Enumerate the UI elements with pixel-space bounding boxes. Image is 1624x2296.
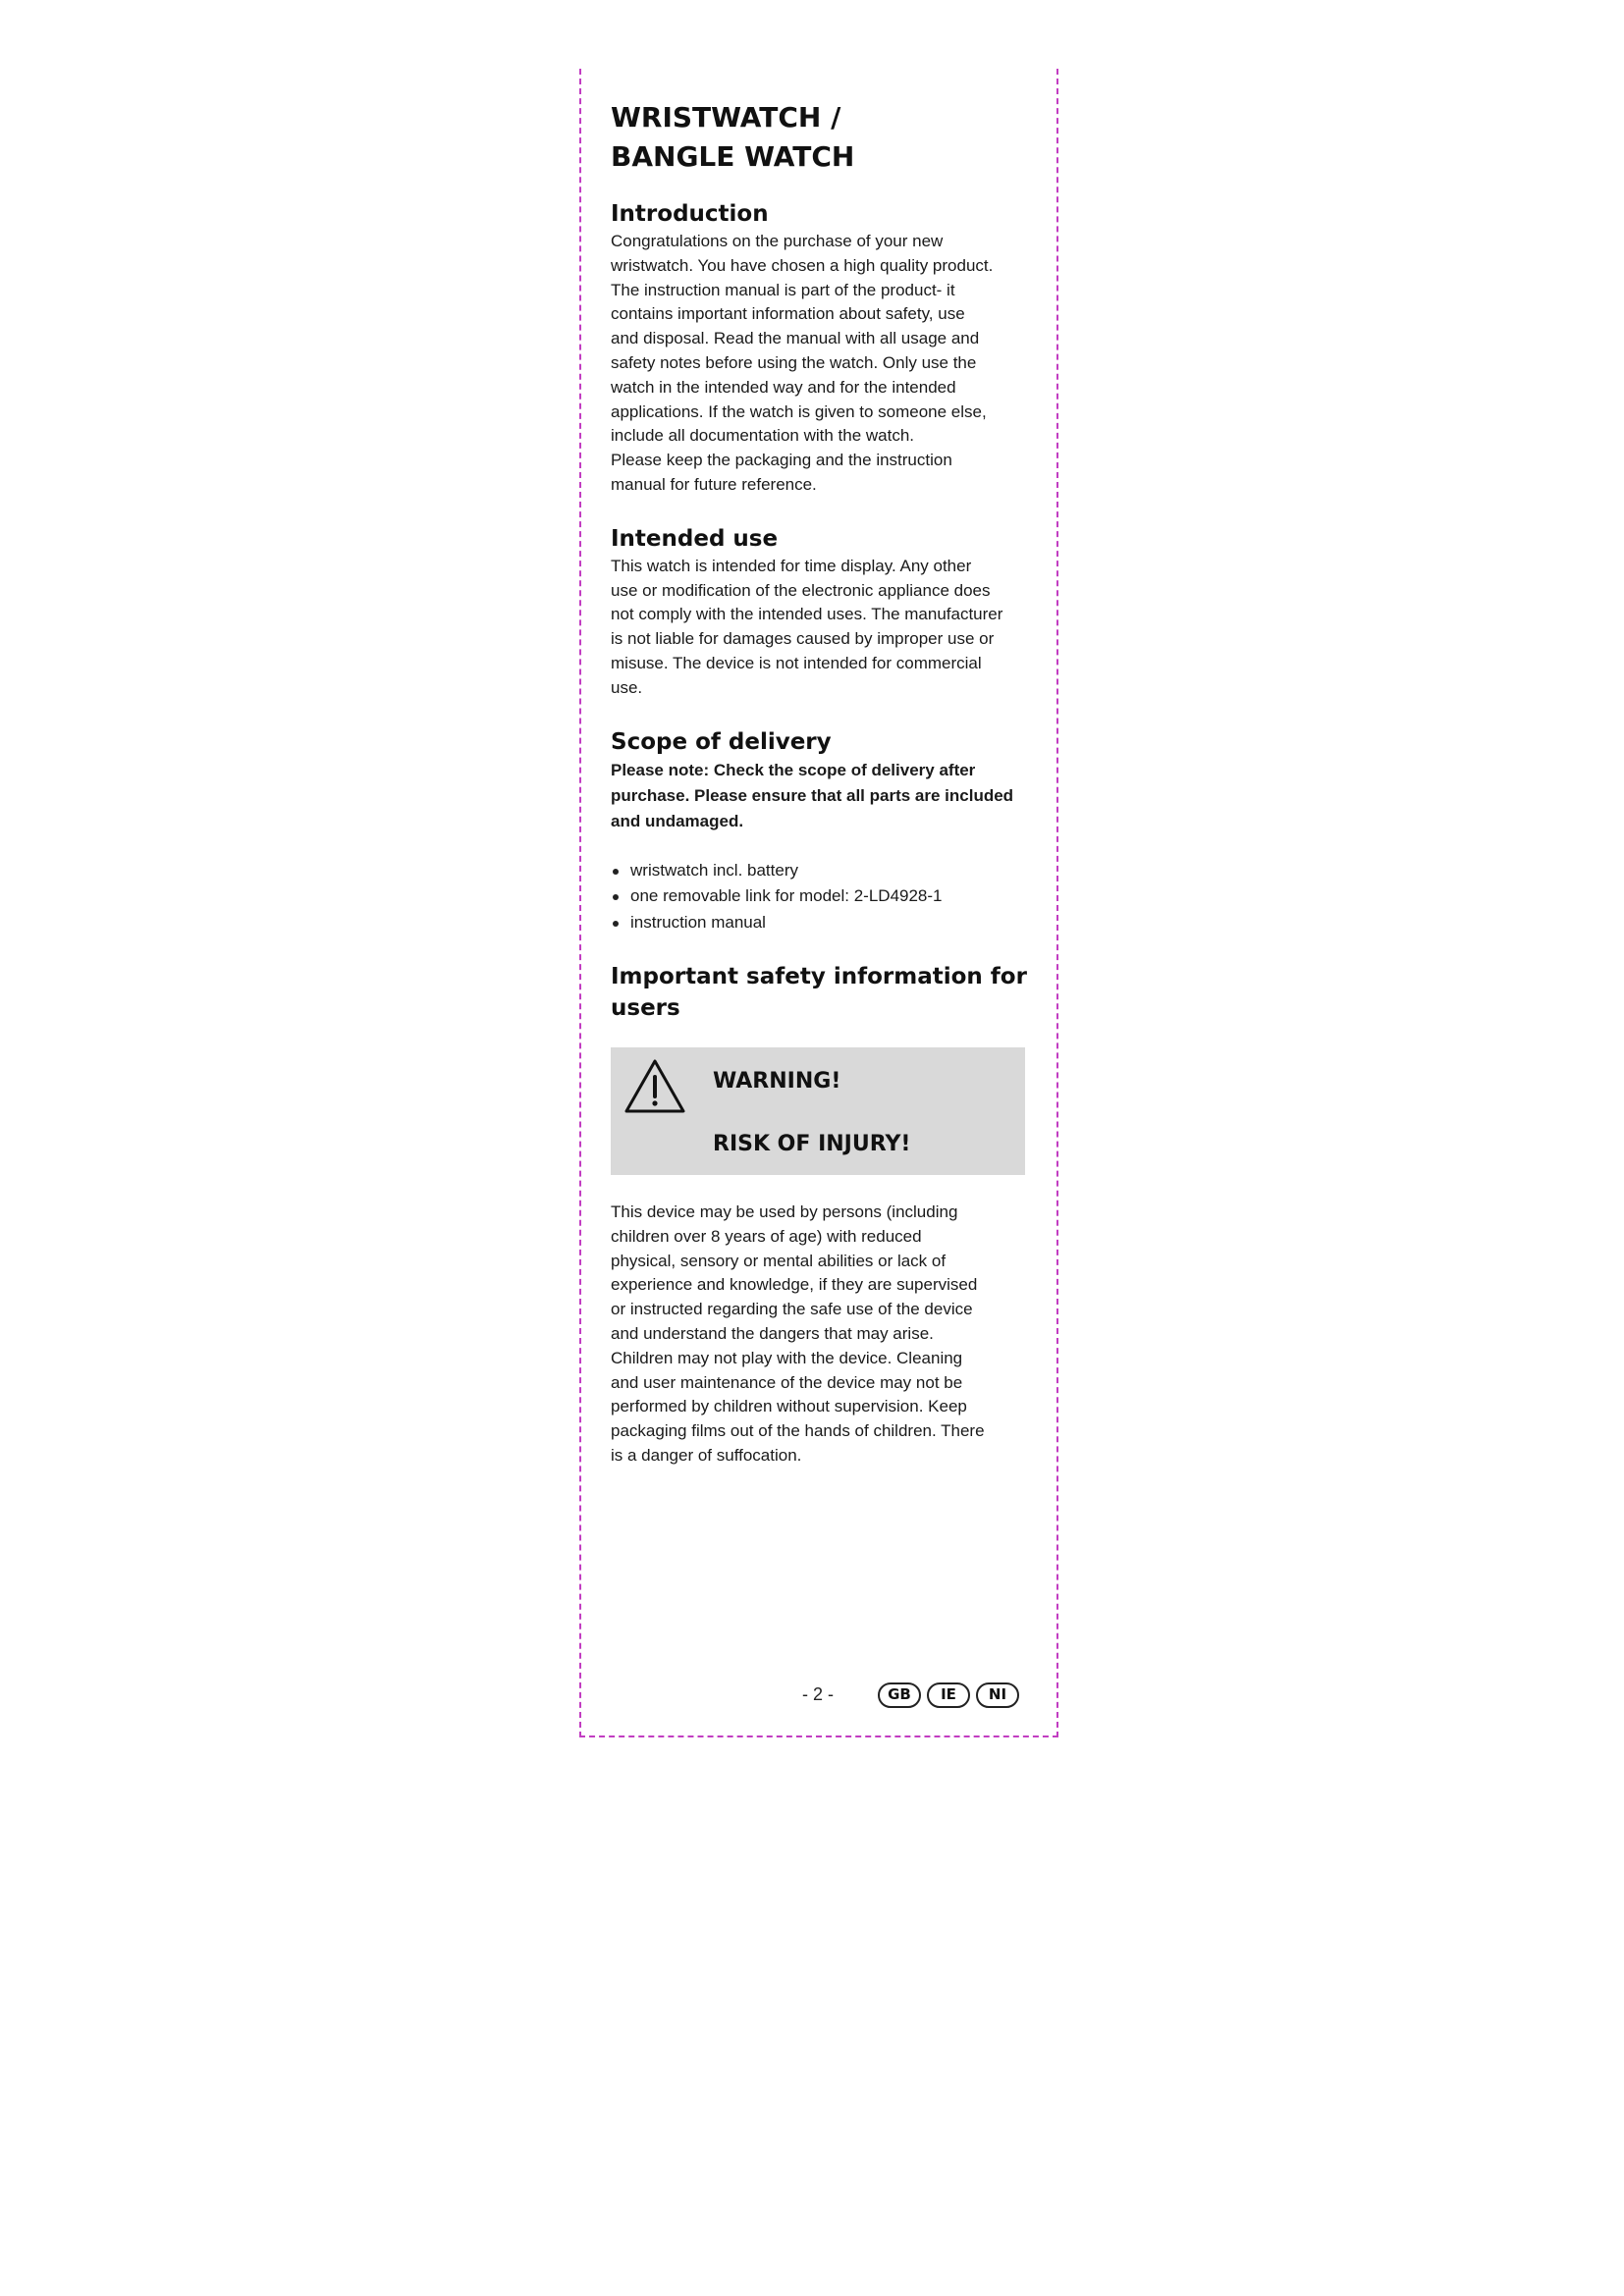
page-footer [581, 1679, 1060, 1714]
scope-of-delivery-heading: Scope of delivery [611, 728, 832, 755]
text-line: This watch is intended for time display. Any other [611, 556, 972, 575]
safety-heading-line-1: Important safety information for [611, 964, 1027, 990]
scope-of-delivery-section [611, 726, 1028, 936]
text-line: Please keep the packaging and the instruction [611, 451, 952, 470]
text-line: watch in the intended way and for the intended [611, 377, 956, 397]
note-line: Please note: Check the scope of delivery after [611, 760, 976, 779]
intended-use-section [611, 523, 1028, 701]
text-line: wristwatch. You have chosen a high quality product. [611, 255, 994, 275]
warning-box [611, 1047, 1025, 1175]
text-line: contains important information about safety, use [611, 304, 965, 324]
title-line-1: WRISTWATCH / [611, 101, 841, 133]
page-number: - 2 - [802, 1684, 835, 1704]
text-line: is not liable for damages caused by improper use or [611, 629, 995, 649]
warning-subtitle: RISK OF INJURY! [713, 1132, 911, 1157]
country-badge-ni: NI [976, 1682, 1019, 1708]
text-line: and disposal. Read the manual with all usage and [611, 329, 980, 348]
safety-section [611, 961, 1028, 1468]
introduction-heading: Introduction [611, 201, 769, 227]
text-line: or instructed regarding the safe use of the device [611, 1300, 973, 1319]
text-line: experience and knowledge, if they are supervised [611, 1275, 978, 1295]
warning-title: WARNING! [713, 1069, 841, 1095]
note-line: purchase. Please ensure that all parts are included [611, 785, 1014, 805]
introduction-text [611, 230, 1028, 498]
text-line: manual for future reference. [611, 474, 817, 494]
safety-heading-line-2: users [611, 995, 680, 1022]
country-badge-gb: GB [878, 1682, 921, 1708]
text-line: The instruction manual is part of the product- it [611, 280, 955, 299]
intended-use-text [611, 555, 1028, 701]
title-line-2: BANGLE WATCH [611, 140, 855, 173]
note-line: and undamaged. [611, 811, 744, 830]
text-line: children over 8 years of age) with reduced [611, 1226, 922, 1246]
text-line: applications. If the watch is given to someone else, [611, 401, 987, 421]
document-title [611, 98, 1028, 177]
text-line: performed by children without supervision. Keep [611, 1397, 967, 1416]
text-line: misuse. The device is not intended for commercial [611, 653, 982, 672]
text-line: Congratulations on the purchase of your new [611, 232, 944, 250]
text-line: use or modification of the electronic appliance does [611, 580, 991, 600]
text-line: not comply with the intended uses. The manufacturer [611, 605, 1003, 624]
list-item: instruction manual [611, 910, 1028, 936]
text-line: use. [611, 677, 643, 697]
delivery-items-list [611, 858, 1028, 936]
text-line: packaging films out of the hands of children. There [611, 1421, 985, 1441]
manual-page [579, 69, 1058, 1737]
list-item: one removable link for model: 2-LD4928-1 [611, 883, 1028, 910]
page-content [611, 98, 1028, 1468]
text-line: This device may be used by persons (including [611, 1202, 958, 1222]
introduction-section [611, 198, 1028, 498]
scope-note [611, 758, 1028, 834]
safety-heading [611, 961, 1028, 1024]
text-line: Children may not play with the device. Cleaning [611, 1348, 963, 1367]
intended-use-heading: Intended use [611, 525, 779, 552]
text-line: safety notes before using the watch. Only use the [611, 352, 977, 372]
country-badge-ie: IE [927, 1682, 970, 1708]
warning-triangle-icon [623, 1057, 687, 1116]
text-line: is a danger of suffocation. [611, 1446, 802, 1466]
text-line: physical, sensory or mental abilities or lack of [611, 1251, 947, 1270]
safety-text [611, 1201, 1028, 1468]
text-line: and understand the dangers that may arise. [611, 1324, 934, 1344]
text-line: include all documentation with the watch. [611, 426, 915, 446]
text-line: and user maintenance of the device may not be [611, 1372, 963, 1392]
list-item: wristwatch incl. battery [611, 858, 1028, 884]
